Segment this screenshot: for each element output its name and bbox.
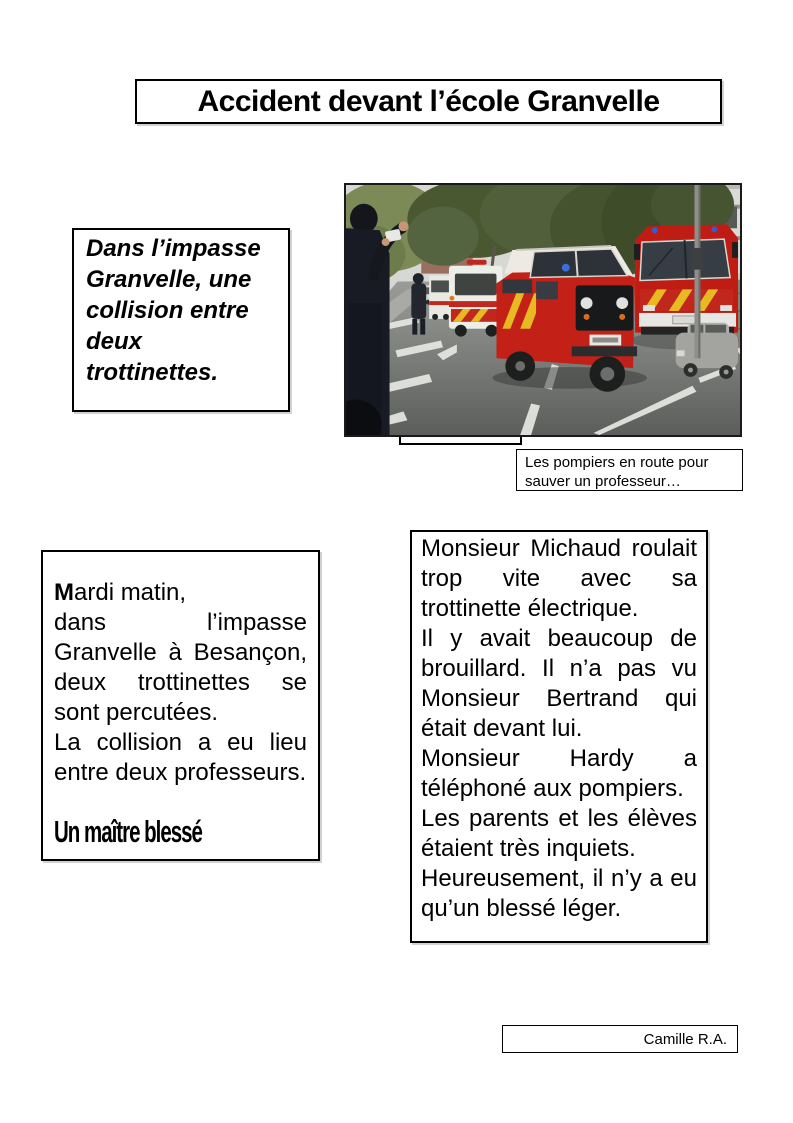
- article-right-paragraph: Heureusement, il n’y a eu qu’un blessé léger.: [421, 865, 697, 922]
- article-right-paragraph: Monsieur Hardy a téléphoné aux pompiers.: [421, 745, 697, 802]
- photo-illustration: [346, 185, 740, 435]
- fire-trucks-photo: [344, 183, 742, 437]
- article-left-paragraph: dans l’impasse Granvelle à Besançon, deux trottinettes se sont percutées.: [54, 609, 307, 726]
- article-right-paragraph: Les parents et les élèves étaient très inquiets.: [421, 805, 697, 862]
- photo-land-rover: [493, 246, 647, 392]
- photo-caption: Les pompiers en route pour sauver un professeur…: [525, 454, 709, 490]
- headline-box: [135, 79, 722, 124]
- article-left-subhead: Un maître blessé: [54, 814, 202, 849]
- drop-initial: M: [54, 579, 74, 606]
- article-left-box: [41, 550, 320, 861]
- article-left-paragraph: La collision a eu lieu entre deux professeurs.: [54, 729, 307, 786]
- intro-text: Dans l’impasse Granvelle, une collision entre deux trottinettes.: [86, 235, 261, 386]
- article-right-paragraph: Monsieur Michaud roulait trop vite avec sa trottinette électrique.: [421, 535, 697, 622]
- lead-rest: ardi matin,: [74, 579, 187, 606]
- article-right-box: [410, 530, 708, 943]
- byline: Camille R.A.: [643, 1030, 727, 1048]
- article-left-lead: [54, 578, 307, 608]
- article-right-paragraph: Il y avait beaucoup de brouillard. Il n’a pas vu Monsieur Bertrand qui était devant lui.: [421, 625, 697, 742]
- byline-box: [502, 1025, 738, 1053]
- photo-caption-box: [516, 449, 743, 491]
- page-title: Accident devant l’école Granvelle: [197, 84, 660, 118]
- intro-box: [72, 228, 290, 412]
